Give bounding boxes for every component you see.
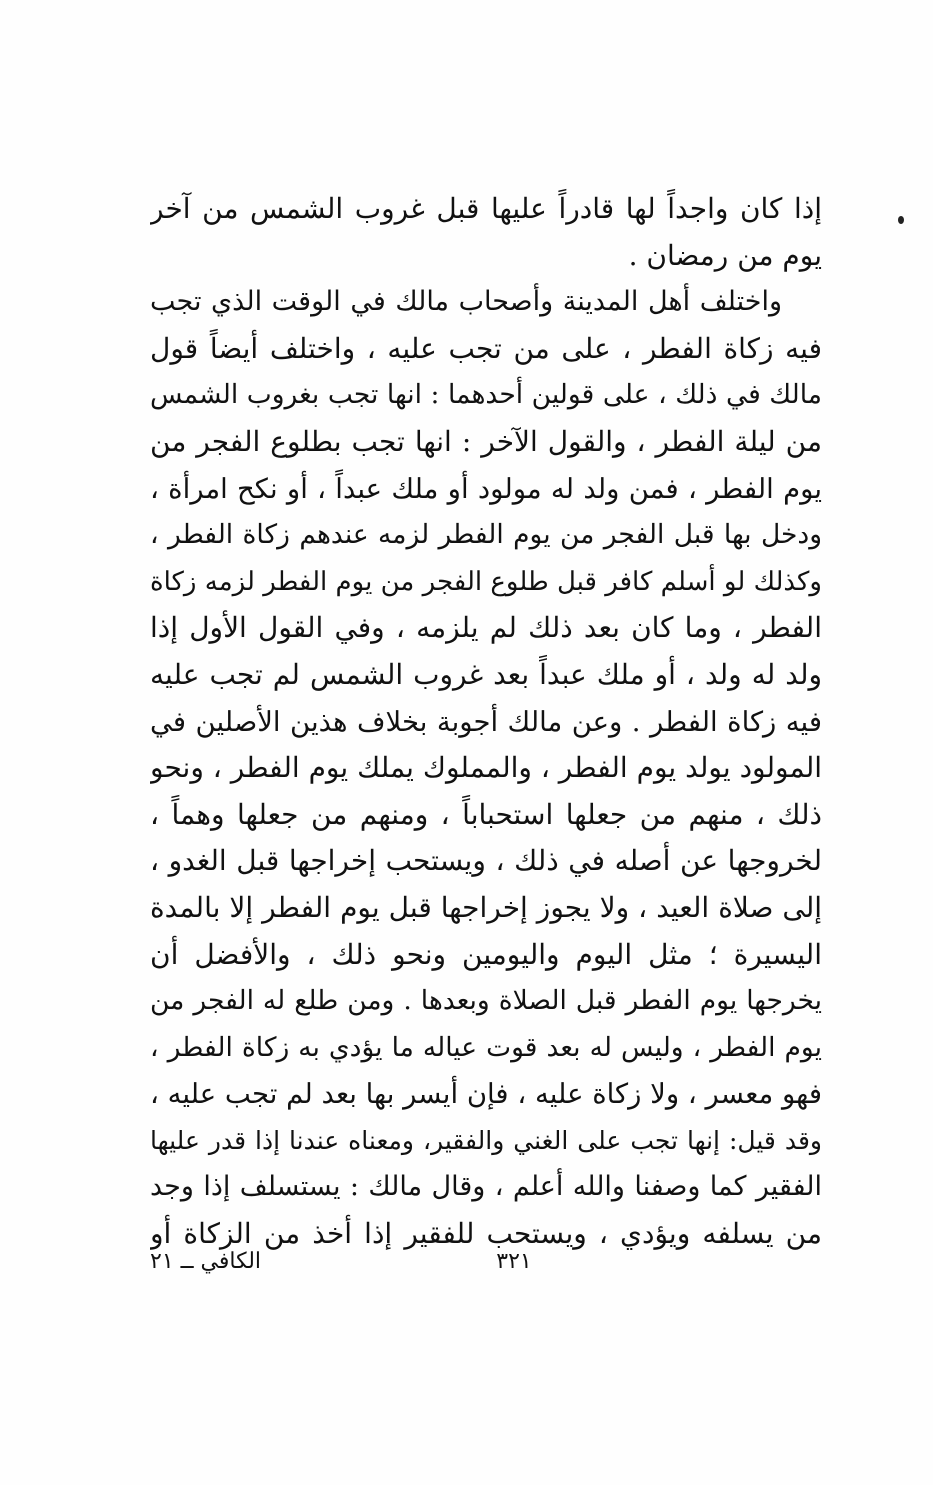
page-footer xyxy=(150,1242,822,1282)
text-line: اليسيرة ؛ مثل اليوم واليومين ونحو ذلك ، والأفضل أن xyxy=(150,937,822,971)
text-line: يوم الفطر ، وليس له بعد قوت عياله ما يؤدي به زكاة الفطر ، xyxy=(150,1031,822,1063)
text-line: مالك في ذلك ، على قولين أحدهما : انها تجب بغروب الشمس xyxy=(150,379,822,411)
text-line: الفطر ، وما كان بعد ذلك لم يلزمه ، وفي القول الأول إذا xyxy=(150,611,822,645)
text-line: الفقير كما وصفنا والله أعلم ، وقال مالك : يستسلف إذا وجد xyxy=(150,1171,822,1203)
text-line: إلى صلاة العيد ، ولا يجوز إخراجها قبل يوم الفطر إلا بالمدة xyxy=(150,890,822,924)
text-line: لخروجها عن أصله في ذلك ، ويستحب إخراجها قبل الغدو ، xyxy=(150,844,822,878)
text-line: وقد قيل: إنها تجب على الغني والفقير، ومعناه عندنا إذا قدر عليها xyxy=(150,1125,822,1155)
text-line: فيه زكاة الفطر . وعن مالك أجوبة بخلاف هذين الأصلين في xyxy=(150,705,822,738)
text-line: من يسلفه ويؤدي ، ويستحب للفقير إذا أخذ من الزكاة أو xyxy=(150,1217,822,1251)
text-line: ذلك ، منهم من جعلها استحباباً ، ومنهم من جعلها وهماً ، xyxy=(150,797,822,831)
margin-dot-mark xyxy=(898,216,904,224)
text-line: وكذلك لو أسلم كافر قبل طلوع الفجر من يوم الفطر لزمه زكاة xyxy=(150,566,822,597)
text-line: المولود يولد يوم الفطر ، والمملوك يملك يوم الفطر ، ونحو xyxy=(150,751,822,785)
text-line-paragraph-start: واختلف أهل المدينة وأصحاب مالك في الوقت الذي تجب xyxy=(150,286,782,318)
text-line: يوم من رمضان . xyxy=(628,238,822,272)
body-text xyxy=(150,186,822,1258)
text-line: يوم الفطر ، فمن ولد له مولود أو ملك عبداً ، أو نكح امرأة ، xyxy=(150,472,822,505)
text-line: ودخل بها قبل الفجر من يوم الفطر لزمه عندهم زكاة الفطر ، xyxy=(150,519,822,551)
running-title: الكافي ــ ٢١ xyxy=(150,1249,262,1274)
text-line: فيه زكاة الفطر ، على من تجب عليه ، واختلف أيضاً قول xyxy=(150,331,822,365)
text-line: ولد له ولد ، أو ملك عبداً بعد غروب الشمس لم تجب عليه xyxy=(150,657,822,691)
text-line: من ليلة الفطر ، والقول الآخر : انها تجب بطلوع الفجر من xyxy=(150,424,822,458)
text-line: يخرجها يوم الفطر قبل الصلاة وبعدها . ومن طلع له الفجر من xyxy=(150,985,822,1017)
text-line: فهو معسر ، ولا زكاة عليه ، فإن أيسر بها بعد لم تجب عليه ، xyxy=(150,1078,822,1111)
text-line: إذا كان واجداً لها قادراً عليها قبل غروب الشمس من آخر xyxy=(150,192,822,225)
page-number: ٣٢١ xyxy=(496,1249,532,1274)
